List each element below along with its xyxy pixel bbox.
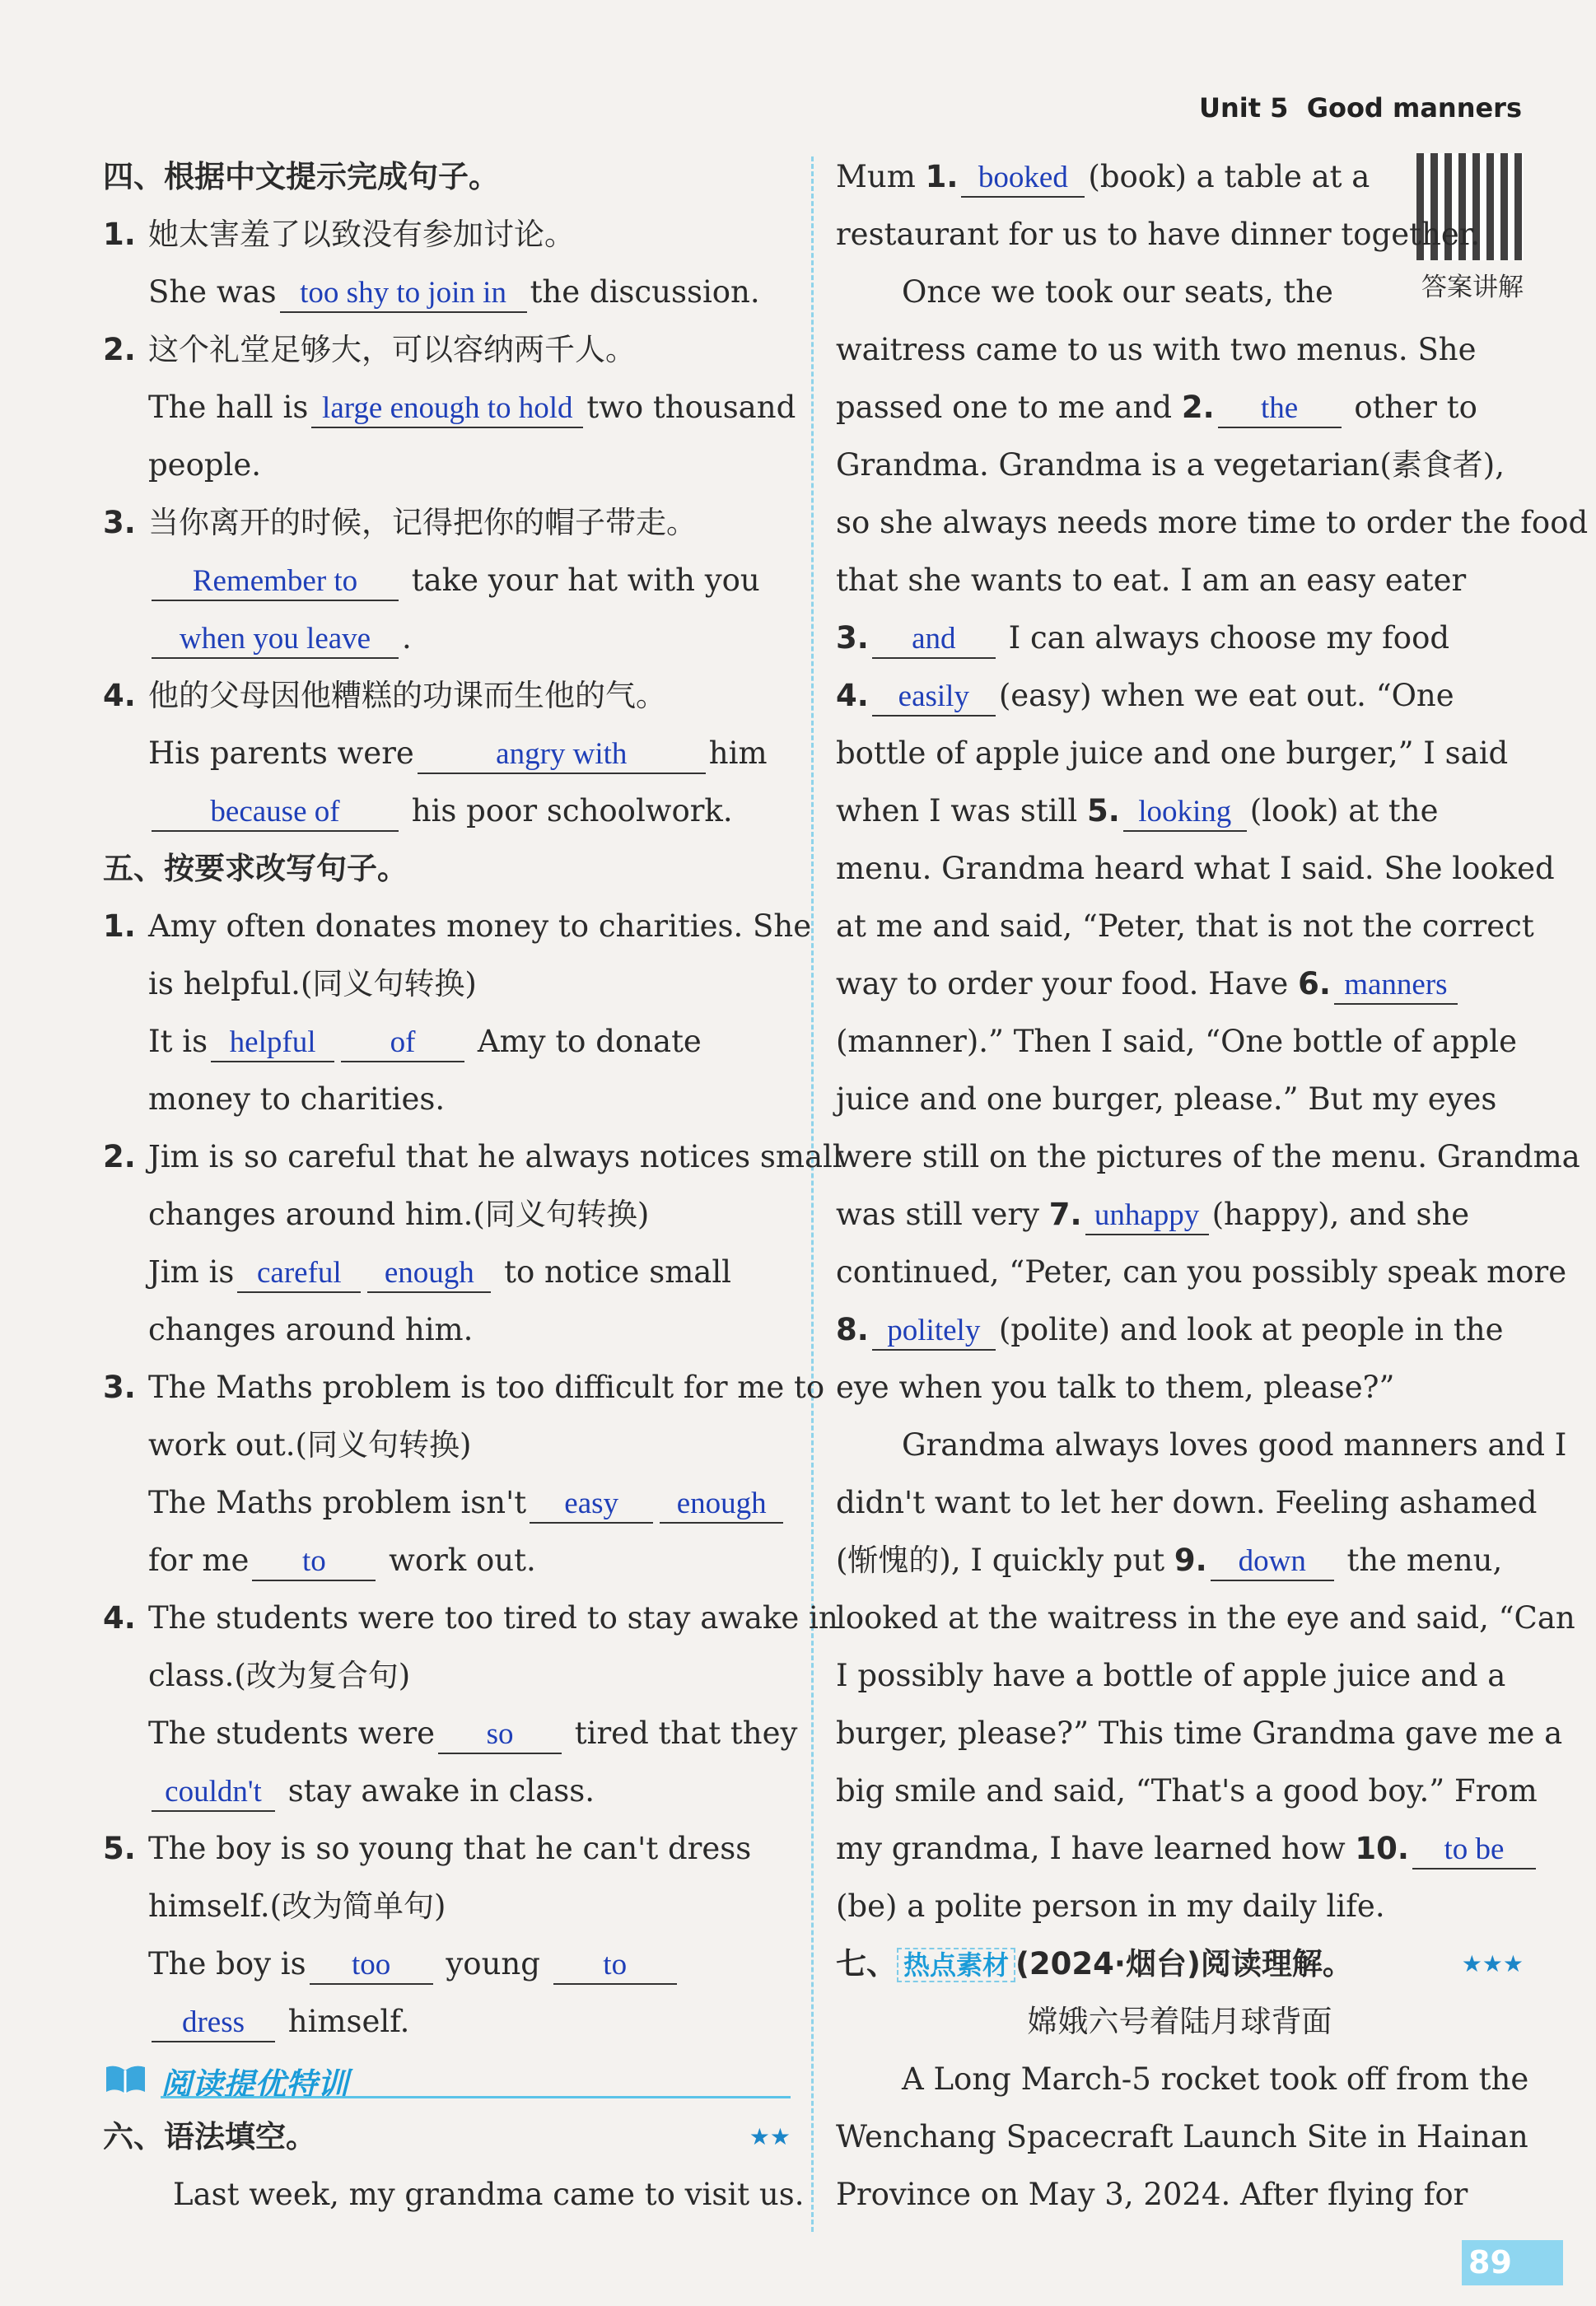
- blank-number-6: 6.: [1298, 966, 1331, 1001]
- q4-number: 4.: [103, 678, 136, 713]
- passage-line: at me and said, “Peter, that is not the correct: [836, 908, 1534, 944]
- q2-text-a: The hall is: [148, 390, 309, 425]
- passage-line: (manner).” Then I said, “One bottle of apple: [836, 1024, 1517, 1059]
- q3-number: 3.: [103, 505, 136, 540]
- r2-line-1: Jim is so careful that he always notices small: [148, 1139, 842, 1174]
- r3-answer-2[interactable]: enough: [660, 1486, 783, 1524]
- blank-1-answer[interactable]: booked: [961, 160, 1085, 198]
- q4-text-c: his poor schoolwork.: [411, 793, 733, 829]
- blank-3-answer[interactable]: and: [872, 621, 996, 659]
- q3-chinese: 当你离开的时候，记得把你的帽子带走。: [148, 505, 697, 540]
- blank-6-answer[interactable]: manners: [1334, 967, 1458, 1005]
- q3-text-a: take your hat with you: [411, 562, 760, 598]
- r2-answer-1[interactable]: careful: [237, 1255, 361, 1293]
- passage-line: I possibly have a bottle of apple juice and a: [836, 1658, 1506, 1693]
- q4-text-a: His parents were: [148, 735, 414, 771]
- passage-line: restaurant for us to have dinner together.: [836, 217, 1481, 252]
- passage-line: that she wants to eat. I am an easy eater: [836, 562, 1467, 598]
- passage-text: (easy) when we eat out. “One: [998, 678, 1454, 713]
- hot-topic-tag: 热点素材: [897, 1948, 1015, 1982]
- passage-line-1: Last week, my grandma came to visit us.: [173, 2177, 805, 2212]
- passage-text: I can always choose my food: [1008, 620, 1450, 656]
- q1-number: 1.: [103, 217, 136, 252]
- page-number: 89: [1462, 2240, 1563, 2285]
- passage-line: Grandma always loves good manners and I: [902, 1427, 1567, 1463]
- article-line: Province on May 3, 2024. After flying for: [836, 2177, 1468, 2212]
- passage-line: continued, “Peter, can you possibly speak more: [836, 1254, 1567, 1290]
- passage-line: didn't want to let her down. Feeling ashamed: [836, 1485, 1538, 1520]
- r5-answer-3[interactable]: dress: [152, 2005, 275, 2042]
- r4-line-1: The students were too tired to stay awake in: [148, 1600, 838, 1636]
- blank-number-2: 2.: [1181, 390, 1215, 425]
- r4-answer-2[interactable]: couldn't: [152, 1774, 275, 1812]
- banner-rule: [161, 2096, 791, 2098]
- q2-answer[interactable]: large enough to hold: [311, 390, 583, 428]
- q1-text-a: She was: [148, 274, 277, 310]
- reading-banner: [103, 2051, 791, 2108]
- passage-text: way to order your food. Have: [836, 966, 1289, 1001]
- r1-text-a: It is: [148, 1024, 208, 1059]
- r2-line-4: changes around him.: [148, 1312, 474, 1347]
- r3-text-a: The Maths problem isn't: [148, 1485, 527, 1520]
- r4-line-2: class.(改为复合句): [148, 1658, 411, 1693]
- q3-answer-1[interactable]: Remember to: [152, 563, 399, 601]
- column-divider: [811, 156, 814, 2232]
- r1-line-4: money to charities.: [148, 1081, 446, 1117]
- passage-line: Once we took our seats, the: [902, 274, 1333, 310]
- right-column: [836, 148, 1589, 2224]
- r3-line-1: The Maths problem is too difficult for me to: [148, 1370, 825, 1405]
- difficulty-stars: ★★: [749, 2123, 791, 2150]
- r5-answer-2[interactable]: to: [553, 1947, 677, 1985]
- r5-line-1: The boy is so young that he can't dress: [148, 1831, 752, 1866]
- r3-answer-1[interactable]: easy: [530, 1486, 653, 1524]
- r4-answer-1[interactable]: so: [438, 1716, 562, 1754]
- blank-number-4: 4.: [836, 678, 869, 713]
- passage-line: big smile and said, “That's a good boy.” From: [836, 1773, 1538, 1809]
- blank-2-answer[interactable]: the: [1218, 390, 1342, 428]
- blank-number-7: 7.: [1048, 1197, 1082, 1232]
- blank-number-1: 1.: [925, 159, 959, 194]
- r1-text-c: Amy to donate: [477, 1024, 702, 1059]
- passage-text: my grandma, I have learned how: [836, 1831, 1346, 1866]
- passage-line: burger, please?” This time Grandma gave me a: [836, 1715, 1563, 1751]
- article-line: A Long March-5 rocket took off from the: [902, 2061, 1529, 2097]
- r1-line-1: Amy often donates money to charities. She: [148, 908, 812, 944]
- unit-label: Unit 5: [1198, 92, 1289, 124]
- q1-text-b: the discussion.: [530, 274, 760, 310]
- article-title: 嫦娥六号着陆月球背面: [1027, 2004, 1332, 2039]
- q4-answer-1[interactable]: angry with: [418, 736, 706, 774]
- r2-number: 2.: [103, 1139, 136, 1174]
- passage-line: (be) a polite person in my daily life.: [836, 1888, 1385, 1924]
- passage-text: passed one to me and: [836, 390, 1173, 425]
- passage-text: (look) at the: [1249, 793, 1439, 829]
- r4-text-a: The students were: [148, 1715, 436, 1751]
- section-4-title: 四、根据中文提示完成句子。: [103, 159, 499, 194]
- r2-text-c: to notice small: [504, 1254, 732, 1290]
- passage-text: (惭愧的), I quickly put: [836, 1543, 1165, 1578]
- passage-line: eye when you talk to them, please?”: [836, 1370, 1395, 1405]
- q1-chinese: 她太害羞了以致没有参加讨论。: [148, 217, 575, 252]
- blank-9-answer[interactable]: down: [1211, 1543, 1334, 1581]
- q4-chinese: 他的父母因他糟糕的功课而生他的气。: [148, 678, 666, 713]
- q3-answer-2[interactable]: when you leave: [152, 621, 399, 659]
- difficulty-stars: ★★★: [1461, 1950, 1524, 1977]
- r1-line-2: is helpful.(同义句转换): [148, 966, 477, 1001]
- passage-text: other to: [1354, 390, 1477, 425]
- passage-text: (book) a table at a: [1088, 159, 1370, 194]
- r3-text-c: for me: [148, 1543, 250, 1578]
- r1-answer-1[interactable]: helpful: [211, 1025, 334, 1062]
- section-5-title: 五、按要求改写句子。: [103, 851, 408, 886]
- r5-text-c: young: [446, 1946, 540, 1982]
- article-line: Wenchang Spacecraft Launch Site in Hainan: [836, 2119, 1528, 2154]
- blank-number-5: 5.: [1086, 793, 1120, 829]
- r5-text-a: The boy is: [148, 1946, 306, 1982]
- q3-text-b: .: [402, 620, 412, 656]
- blank-number-3: 3.: [836, 620, 869, 656]
- r1-number: 1.: [103, 908, 136, 944]
- reading-banner-label: 阅读提优特训: [161, 2066, 349, 2103]
- passage-text: (polite) and look at people in the: [998, 1312, 1504, 1347]
- passage-text: the menu,: [1346, 1543, 1503, 1578]
- passage-text: when I was still: [836, 793, 1078, 829]
- running-header: [1199, 92, 1522, 124]
- left-column: [103, 148, 842, 2224]
- passage-line: menu. Grandma heard what I said. She looked: [836, 851, 1555, 886]
- r2-line-2: changes around him.(同义句转换): [148, 1197, 650, 1232]
- blank-number-9: 9.: [1174, 1543, 1207, 1578]
- section-6-title: 六、语法填空。 ★★: [103, 2108, 791, 2166]
- passage-line: bottle of apple juice and one burger,” I said: [836, 735, 1509, 771]
- passage-line: juice and one burger, please.” But my eyes: [836, 1081, 1497, 1117]
- passage-text: Mum: [836, 159, 916, 194]
- blank-number-10: 10.: [1355, 1831, 1409, 1866]
- blank-7-answer[interactable]: unhappy: [1085, 1197, 1209, 1235]
- r3-line-2: work out.(同义句转换): [148, 1427, 472, 1463]
- passage-line: looked at the waitress in the eye and said, “Can: [836, 1600, 1575, 1636]
- r3-text-d: work out.: [389, 1543, 536, 1578]
- passage-line: so she always needs more time to order the food: [836, 505, 1589, 540]
- q2-number: 2.: [103, 332, 136, 367]
- section-7-title: 七、 热点素材 (2024·烟台)阅读理解。 ★★★: [836, 1935, 1524, 1993]
- qr-caption: 答案讲解: [1421, 273, 1524, 302]
- r5-number: 5.: [103, 1831, 136, 1866]
- q4-answer-2[interactable]: because of: [152, 794, 399, 832]
- passage-line: were still on the pictures of the menu. Grandma: [836, 1139, 1580, 1174]
- q2-text-c: people.: [148, 447, 262, 483]
- r4-number: 4.: [103, 1600, 136, 1636]
- r1-answer-2[interactable]: of: [341, 1025, 464, 1062]
- r4-text-d: stay awake in class.: [287, 1773, 595, 1809]
- blank-number-8: 8.: [836, 1312, 869, 1347]
- r4-text-c: tired that they: [574, 1715, 798, 1751]
- r5-answer-1[interactable]: too: [310, 1947, 433, 1985]
- open-book-icon: [103, 2062, 148, 2095]
- blank-5-answer[interactable]: looking: [1123, 794, 1247, 832]
- unit-title: Good manners: [1306, 92, 1522, 124]
- passage-line: Grandma. Grandma is a vegetarian(素食者),: [836, 447, 1505, 483]
- blank-4-answer[interactable]: easily: [872, 679, 996, 717]
- passage-text: (happy), and she: [1211, 1197, 1470, 1232]
- blank-10-answer[interactable]: to be: [1412, 1832, 1536, 1870]
- r3-number: 3.: [103, 1370, 136, 1405]
- r2-answer-2[interactable]: enough: [367, 1255, 491, 1293]
- passage-line: waitress came to us with two menus. She: [836, 332, 1477, 367]
- q1-answer[interactable]: too shy to join in: [280, 275, 527, 313]
- r2-text-a: Jim is: [148, 1254, 235, 1290]
- q2-chinese: 这个礼堂足够大，可以容纳两千人。: [148, 332, 636, 367]
- q2-text-b: two thousand: [586, 390, 796, 425]
- passage-text: was still very: [836, 1197, 1039, 1232]
- r5-text-d: himself.: [287, 2004, 410, 2039]
- blank-8-answer[interactable]: politely: [872, 1313, 996, 1351]
- r5-line-2: himself.(改为简单句): [148, 1888, 446, 1924]
- q4-text-b: him: [708, 735, 768, 771]
- r3-answer-3[interactable]: to: [252, 1543, 376, 1581]
